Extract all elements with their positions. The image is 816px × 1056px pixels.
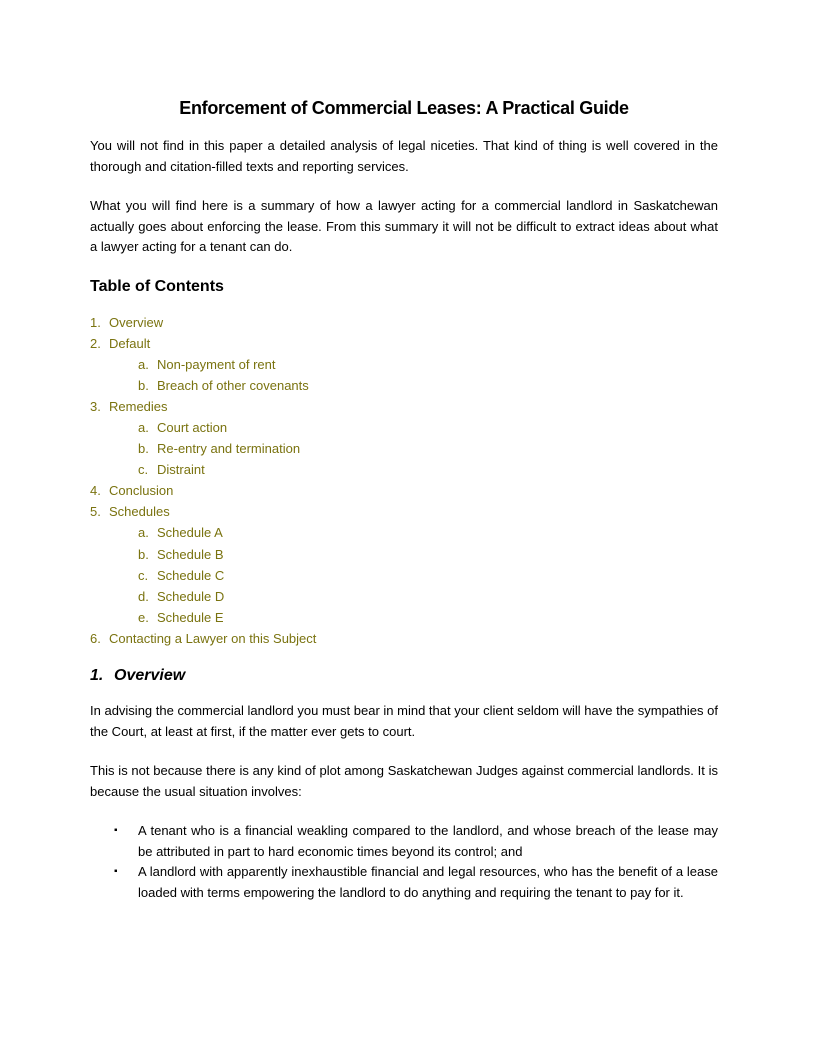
- list-item: [90, 821, 718, 862]
- overview-paragraph: This is not because there is any kind of plot among Saskatchewan Judges against commercial landlords. It is because the usual situation involves:: [90, 763, 718, 799]
- toc-link-schedule-e[interactable]: [90, 607, 718, 628]
- toc-label: Overview: [109, 314, 164, 330]
- toc-link-non-payment-of-rent[interactable]: [90, 354, 718, 375]
- toc-link-breach-of-other-covenants[interactable]: [90, 375, 718, 396]
- toc-label: Distraint: [157, 462, 205, 478]
- toc-number: 2.: [90, 335, 101, 351]
- toc-label: Schedules: [109, 504, 170, 520]
- toc-label: Contacting a Lawyer on this Subject: [109, 630, 317, 646]
- toc-number: e.: [138, 609, 149, 625]
- toc-link-re-entry-and-termination[interactable]: [90, 438, 718, 459]
- toc-number: 6.: [90, 630, 101, 646]
- toc-number: d.: [138, 588, 149, 604]
- toc-number: c.: [138, 462, 149, 478]
- toc-number: c.: [138, 567, 149, 583]
- toc-link-contacting-a-lawyer[interactable]: [90, 628, 718, 649]
- toc-label: Schedule D: [157, 588, 225, 604]
- toc-label: Schedule A: [157, 525, 223, 541]
- toc-link-schedule-a[interactable]: [90, 522, 718, 543]
- toc-label: Schedule B: [157, 546, 224, 562]
- toc-number: 5.: [90, 504, 101, 520]
- bullet-icon: ▪: [114, 866, 118, 877]
- table-of-contents: [90, 312, 718, 650]
- toc-link-conclusion[interactable]: [90, 480, 718, 501]
- list-item-text: A landlord with apparently inexhaustible financial and legal resources, who has the benefit of a lease loaded with terms empowering the landlord to do anything and requiring the tenant to pay for it.: [138, 864, 718, 900]
- toc-label: Default: [109, 335, 151, 351]
- toc-link-default[interactable]: [90, 333, 718, 354]
- toc-label: Court action: [157, 419, 228, 435]
- toc-link-schedules[interactable]: [90, 501, 718, 522]
- toc-label: Non-payment of rent: [157, 356, 276, 372]
- toc-number: a.: [138, 525, 149, 541]
- toc-link-overview[interactable]: [90, 312, 718, 333]
- document-title: Enforcement of Commercial Leases: A Practical Guide: [179, 98, 629, 118]
- document-page: [90, 96, 718, 903]
- toc-number: a.: [138, 419, 149, 435]
- toc-label: Breach of other covenants: [157, 377, 309, 393]
- intro-paragraph: You will not find in this paper a detailed analysis of legal niceties. That kind of thing is well covered in the thorough and citation-filled texts and reporting services.: [90, 138, 718, 174]
- toc-link-schedule-d[interactable]: [90, 586, 718, 607]
- toc-number: b.: [138, 441, 149, 457]
- toc-label: Schedule E: [157, 609, 224, 625]
- bullet-icon: ▪: [114, 825, 118, 836]
- overview-paragraph: In advising the commercial landlord you must bear in mind that your client seldom will have the sympathies of the Court, at least at first, if the matter ever gets to court.: [90, 703, 718, 739]
- toc-number: a.: [138, 356, 149, 372]
- section-title: Overview: [114, 667, 186, 684]
- toc-number: b.: [138, 546, 149, 562]
- toc-number: 1.: [90, 314, 101, 330]
- toc-link-distraint[interactable]: [90, 459, 718, 480]
- toc-link-schedule-b[interactable]: [90, 544, 718, 565]
- toc-number: 3.: [90, 398, 101, 414]
- toc-link-remedies[interactable]: [90, 396, 718, 417]
- toc-link-schedule-c[interactable]: [90, 565, 718, 586]
- toc-heading: Table of Contents: [90, 277, 224, 295]
- overview-bullet-list: [90, 821, 718, 903]
- section-heading-overview: [90, 666, 718, 686]
- toc-number: b.: [138, 377, 149, 393]
- toc-label: Re-entry and termination: [157, 441, 301, 457]
- list-item-text: A tenant who is a financial weakling compared to the landlord, and whose breach of the lease may be attributed in part to hard economic times beyond its control; and: [138, 823, 718, 859]
- section-number: 1.: [90, 667, 104, 684]
- toc-label: Conclusion: [109, 483, 174, 499]
- toc-number: 4.: [90, 483, 101, 499]
- toc-label: Remedies: [109, 398, 168, 414]
- toc-link-court-action[interactable]: [90, 417, 718, 438]
- toc-label: Schedule C: [157, 567, 225, 583]
- list-item: [90, 862, 718, 903]
- intro-paragraph: What you will find here is a summary of how a lawyer acting for a commercial landlord in Saskatchewan actually goes about enforcing the lease. From this summary it will not be difficult to extract ideas about what a lawyer acting for a tenant can do.: [90, 198, 718, 254]
